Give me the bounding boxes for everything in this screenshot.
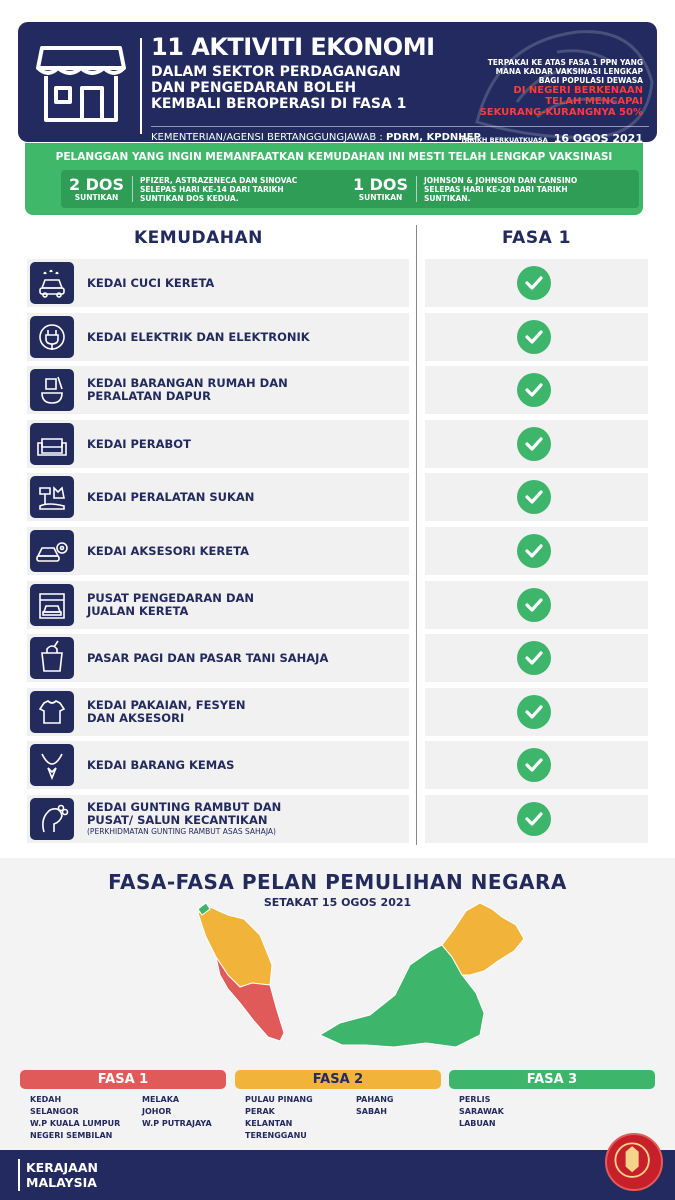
phase-state-list (142, 1094, 212, 1130)
table-row-status (425, 366, 648, 414)
check-icon (517, 588, 551, 622)
dose-count (345, 176, 417, 202)
state-name: JOHOR (142, 1107, 172, 1116)
table-row (27, 795, 409, 843)
table-row (27, 634, 409, 682)
header-subtitle-line: DALAM SEKTOR PERDAGANGAN (151, 64, 401, 80)
note-red-line: DI NEGERI BERKENAAN (513, 85, 643, 96)
phase-state-list (459, 1094, 504, 1130)
row-label-line: DAN AKSESORI (87, 711, 185, 725)
row-label (87, 688, 397, 736)
agency-value: PDRM, KPDNHEP (385, 132, 481, 142)
column-divider (416, 225, 417, 845)
header-subtitle-line: KEMBALI BEROPERASI DI FASA 1 (151, 96, 407, 112)
date-value: 16 OGOS 2021 (553, 132, 643, 142)
header-banner (18, 22, 657, 142)
agency-label: KEMENTERIAN/AGENSI BERTANGGUNGJAWAB : (151, 132, 386, 142)
row-label (87, 795, 397, 843)
table-row-status (425, 313, 648, 361)
plug-icon (30, 316, 74, 358)
sports-icon (30, 476, 74, 518)
table-row (27, 581, 409, 629)
row-label (87, 420, 397, 468)
government-line: KERAJAAN (26, 1160, 98, 1175)
row-label-line: KEDAI ELEKTRIK DAN ELEKTRONIK (87, 329, 310, 344)
phase-header: FASA 1 (20, 1070, 226, 1089)
row-label (87, 581, 397, 629)
state-name: PERLIS (459, 1095, 491, 1104)
table-row-status (425, 688, 648, 736)
sofa-icon (30, 423, 74, 465)
row-label-line: PUSAT PENGEDARAN DAN (87, 591, 255, 605)
row-label (87, 313, 397, 361)
intro-text: PELANGGAN YANG INGIN MEMANFAATKAN KEMUDAHAN INI (55, 151, 409, 163)
table-row-status (425, 420, 648, 468)
check-icon (517, 480, 551, 514)
vaccination-requirement-box (25, 143, 643, 215)
intro-bold-text: MESTI TELAH LENGKAP VAKSINASI (408, 151, 613, 163)
map-region-north-yellow (198, 907, 272, 987)
table-row (27, 473, 409, 521)
row-label (87, 741, 397, 789)
state-name: W.P PUTRAJAYA (142, 1119, 212, 1128)
check-icon (517, 748, 551, 782)
row-label-line: PASAR PAGI DAN PASAR TANI SAHAJA (87, 650, 329, 665)
effective-date (461, 132, 643, 142)
row-label-line: KEDAI AKSESORI KERETA (87, 543, 249, 558)
phase-state-list (356, 1094, 393, 1118)
check-icon (517, 534, 551, 568)
header-subtitle-line: DAN PENGEDARAN BOLEH (151, 80, 357, 96)
state-name: SELANGOR (30, 1107, 79, 1116)
check-icon (517, 320, 551, 354)
row-label-line: KEDAI BARANGAN RUMAH DAN (87, 376, 288, 390)
note-line: TERPAKAI KE ATAS FASA 1 PPN YANG (487, 58, 643, 67)
footer (0, 1150, 675, 1200)
table-row-status (425, 634, 648, 682)
dose-description: PFIZER, ASTRAZENECA DAN SINOVAC SELEPAS HARI KE-14 DARI TARIKH SUNTIKAN DOS KEDUA. (140, 175, 298, 203)
state-name: TERENGGANU (245, 1131, 307, 1140)
check-icon (517, 641, 551, 675)
table-row (27, 741, 409, 789)
check-icon (517, 373, 551, 407)
phase-header: FASA 2 (235, 1070, 441, 1089)
grocery-bag-icon (30, 637, 74, 679)
note-line: MANA KADAR VAKSINASI LENGKAP (495, 67, 643, 76)
check-icon (517, 427, 551, 461)
map-subtitle: SETAKAT 15 OGOS 2021 (263, 896, 412, 909)
row-label (87, 634, 397, 682)
column-header-fasa1: FASA 1 (502, 228, 571, 248)
state-name: MELAKA (142, 1095, 180, 1104)
row-label (87, 366, 397, 414)
header-rule (151, 126, 649, 127)
dose-number: 1 DOS (352, 175, 409, 194)
table-row-status (425, 795, 648, 843)
shop-icon (36, 44, 126, 124)
phase-state-list (245, 1094, 313, 1142)
dose-unit: SUNTIKAN (358, 193, 403, 202)
dose-description: JOHNSON & JOHNSON DAN CANSINO SELEPAS HARI KE-28 DARI TARIKH SUNTIKAN. (424, 175, 578, 203)
government-line: MALAYSIA (26, 1175, 97, 1190)
row-label-line: KEDAI PAKAIAN, FESYEN (87, 698, 246, 712)
state-name: PERAK (245, 1107, 275, 1116)
row-label-line: PUSAT/ SALUN KECANTIKAN (87, 813, 268, 827)
map-title: FASA-FASA PELAN PEMULIHAN NEGARA (108, 870, 567, 894)
state-name: SARAWAK (459, 1107, 504, 1116)
dose-count (61, 176, 133, 202)
two-dose-card (61, 170, 355, 208)
check-icon (517, 695, 551, 729)
date-label: TARIKH BERKUATKUASA (460, 136, 548, 142)
column-header-kemudahan: KEMUDAHAN (134, 228, 263, 248)
note-red-line: SEKURANG-KURANGNYA 50% (479, 107, 643, 118)
dose-number: 2 DOS (68, 175, 125, 194)
row-label-line: KEDAI GUNTING RAMBUT DAN (87, 800, 282, 814)
table-row (27, 420, 409, 468)
car-showroom-icon (30, 584, 74, 626)
coat-of-arms-icon (605, 1133, 663, 1191)
header-divider (140, 38, 142, 134)
table-row-status (425, 581, 648, 629)
state-name: PAHANG (356, 1095, 394, 1104)
footer-bar (18, 1159, 20, 1191)
kitchen-icon (30, 369, 74, 411)
table-row (27, 366, 409, 414)
header-note (443, 58, 643, 118)
row-label-line: KEDAI PERALATAN SUKAN (87, 489, 255, 504)
table-row-status (425, 473, 648, 521)
state-name: NEGERI SEMBILAN (30, 1131, 113, 1140)
row-label-line: KEDAI PERABOT (87, 436, 191, 451)
state-name: PULAU PINANG (245, 1095, 313, 1104)
table-row-status (425, 527, 648, 575)
vaccination-intro (25, 151, 643, 163)
row-label (87, 473, 397, 521)
one-dose-card (345, 170, 639, 208)
government-label (26, 1160, 98, 1190)
row-label-line: JUALAN KERETA (87, 604, 189, 618)
necklace-icon (30, 744, 74, 786)
row-note: (PERKHIDMATAN GUNTING RAMBUT ASAS SAHAJA) (87, 827, 276, 836)
state-name: LABUAN (459, 1119, 496, 1128)
check-icon (517, 266, 551, 300)
note-line: BAGI POPULASI DEWASA (538, 76, 643, 85)
table-row (27, 527, 409, 575)
clothing-icon (30, 691, 74, 733)
row-label-line: KEDAI CUCI KERETA (87, 275, 215, 290)
car-wash-icon (30, 262, 74, 304)
phase-state-list (30, 1094, 120, 1142)
table-row (27, 688, 409, 736)
header-title: 11 AKTIVITI EKONOMI (151, 33, 435, 61)
table-row (27, 259, 409, 307)
header-subtitle (151, 64, 481, 112)
malaysia-map (180, 895, 660, 1065)
agency-line (151, 132, 481, 142)
state-name: SABAH (356, 1107, 387, 1116)
state-name: KEDAH (30, 1095, 62, 1104)
state-name: KELANTAN (245, 1119, 293, 1128)
check-icon (517, 802, 551, 836)
row-label (87, 259, 397, 307)
phase-header: FASA 3 (449, 1070, 655, 1089)
row-label-line: PERALATAN DAPUR (87, 389, 211, 403)
dose-unit: SUNTIKAN (74, 193, 119, 202)
row-label-line: KEDAI BARANG KEMAS (87, 757, 235, 772)
table-row-status (425, 259, 648, 307)
state-name: W.P KUALA LUMPUR (30, 1119, 121, 1128)
table-row-status (425, 741, 648, 789)
car-gear-icon (30, 530, 74, 572)
row-label (87, 527, 397, 575)
table-row (27, 313, 409, 361)
note-red-line: TELAH MENCAPAI (545, 96, 643, 107)
haircut-icon (30, 798, 74, 840)
